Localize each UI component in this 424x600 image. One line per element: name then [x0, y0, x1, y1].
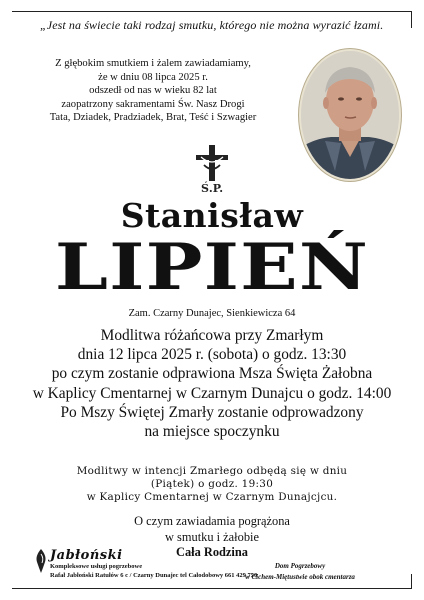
ceremony-line: Po Mszy Świętej Zmarły zostanie odprowadzony	[60, 403, 364, 421]
family-signature: Cała Rodzina	[176, 545, 248, 559]
announcement-line: zaopatrzony sakramentami Św. Nasz Drogi	[61, 98, 245, 110]
deceased-first-name: Stanisław	[120, 196, 304, 235]
cross-initials: Ś.P.	[200, 182, 224, 195]
top-border-line	[12, 11, 412, 12]
announcement-block	[28, 57, 278, 125]
prayers-line: (Piątek) o godz. 19:30	[150, 478, 274, 490]
home-line: Dom Pogrzebowy	[274, 562, 326, 570]
announcement-line: odszedł od nas w wieku 82 lat	[89, 85, 217, 96]
ceremony-line: na miejsce spoczynku	[144, 423, 280, 441]
funeral-home-name: Jabłoński	[50, 548, 123, 563]
top-right-corner	[397, 11, 412, 28]
ceremony-block	[0, 326, 424, 441]
bottom-border-line	[12, 588, 412, 589]
cross-icon	[184, 143, 240, 195]
announcement-line: Z głębokim smutkiem i żalem zawiadamiamy,	[55, 58, 251, 69]
announcement-line: Tata, Dziadek, Pradziadek, Brat, Teść i Szwagier	[49, 112, 257, 123]
funeral-home-logo-icon	[33, 548, 49, 574]
portrait-image	[301, 51, 399, 179]
bottom-right-corner	[391, 574, 412, 589]
prayers-line: Modlitwy w intencji Zmarłego odbędą się w dniu	[76, 465, 348, 477]
epitaph-quote: „Jest na świecie taki rodzaj smutku, którego nie można wyrazić łzami.	[40, 18, 384, 32]
deceased-last-name: LIPIEŃ	[54, 230, 370, 305]
closing-line: O czym zawiadamia pogrążona	[134, 514, 290, 528]
home-line: w Cichem-Miętustwie obok cmentarza	[245, 573, 355, 581]
ceremony-line: w Kaplicy Cmentarnej w Czarnym Dunajcu o godz. 14:00	[32, 384, 392, 402]
funeral-home-subtitle: Kompleksowe usługi pogrzebowe	[50, 563, 143, 570]
prayers-line: w Kaplicy Cmentarnej w Czarnym Dunajcjcu.	[86, 491, 338, 503]
funeral-home-address: Rafał Jabłoński Ratułów 6 c / Czarny Dunajec tel Całodobowy 661 429 750	[50, 572, 258, 579]
portrait-photo	[299, 49, 401, 181]
announcement-line: że w dniu 08 lipca 2025 r.	[98, 71, 208, 83]
ceremony-line: dnia 12 lipca 2025 r. (sobota) o godz. 13:30	[77, 346, 347, 364]
deceased-address: Zam. Czarny Dunajec, Sienkiewicza 64	[128, 308, 296, 319]
ceremony-line: po czym zostanie odprawiona Msza Święta Żałobna	[51, 365, 373, 383]
prayers-block	[0, 465, 424, 504]
closing-line: w smutku i żałobie	[165, 529, 259, 544]
ceremony-line: Modlitwa różańcowa przy Zmarłym	[100, 327, 324, 344]
funeral-home-location	[240, 561, 360, 583]
